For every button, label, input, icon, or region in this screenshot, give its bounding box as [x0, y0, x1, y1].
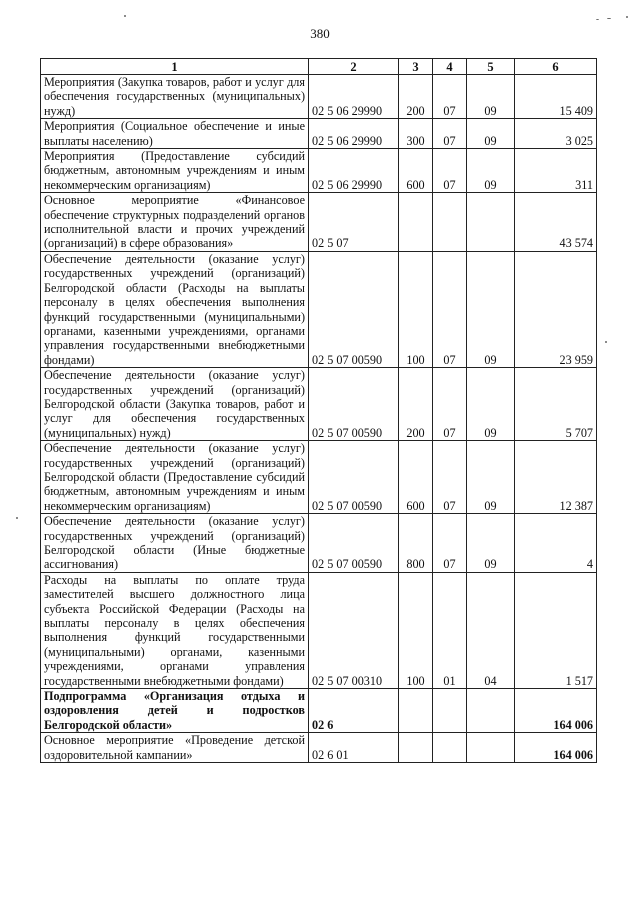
column-header: 2	[309, 59, 399, 75]
amount-cell: 164 006	[515, 689, 597, 733]
page-number: 380	[310, 26, 330, 41]
section-cell: 07	[433, 368, 467, 441]
section-cell: 07	[433, 251, 467, 367]
expense-name-cell: Обеспечение деятельности (оказание услуг) государственных учреждений (организаций) Белгородской области (Расходы на выплаты персоналу в целях обеспечения выполнения функций государственными (муниципальными) органами, казенными учреждениями, органами управления государственными внебюджетными фондами)	[41, 251, 309, 367]
amount-cell: 1 517	[515, 572, 597, 688]
expense-type-cell	[399, 733, 433, 763]
table-row	[41, 689, 597, 733]
scan-speck	[16, 517, 18, 519]
subsection-cell	[467, 689, 515, 733]
column-header: 6	[515, 59, 597, 75]
section-cell: 07	[433, 119, 467, 149]
column-header: 3	[399, 59, 433, 75]
target-article-code-cell: 02 5 07 00310	[309, 572, 399, 688]
budget-table	[40, 58, 597, 763]
target-article-code-cell: 02 5 07 00590	[309, 514, 399, 573]
table-row	[41, 514, 597, 573]
table-row	[41, 193, 597, 252]
section-cell	[433, 733, 467, 763]
table-body	[41, 75, 597, 763]
expense-name-cell: Мероприятия (Закупка товаров, работ и услуг для обеспечения государственных (муниципальных) нужд)	[41, 75, 309, 119]
expense-name-cell: Основное мероприятие «Проведение детской оздоровительной кампании»	[41, 733, 309, 763]
expense-name-cell: Мероприятия (Социальное обеспечение и иные выплаты населению)	[41, 119, 309, 149]
section-cell	[433, 193, 467, 252]
amount-cell: 23 959	[515, 251, 597, 367]
section-cell: 07	[433, 75, 467, 119]
section-cell	[433, 689, 467, 733]
section-cell: 07	[433, 514, 467, 573]
target-article-code-cell: 02 5 06 29990	[309, 119, 399, 149]
table-row	[41, 733, 597, 763]
expense-type-cell	[399, 193, 433, 252]
target-article-code-cell: 02 5 07 00590	[309, 251, 399, 367]
scan-speck	[607, 18, 611, 19]
target-article-code-cell: 02 5 07 00590	[309, 368, 399, 441]
table-row	[41, 441, 597, 514]
expense-type-cell: 600	[399, 149, 433, 193]
expense-type-cell: 100	[399, 572, 433, 688]
amount-cell: 4	[515, 514, 597, 573]
expense-name-cell: Обеспечение деятельности (оказание услуг) государственных учреждений (организаций) Белгородской области (Предоставление субсидий бюджетным, автономным учреждениям и иным некоммерческим организациям)	[41, 441, 309, 514]
expense-name-cell: Обеспечение деятельности (оказание услуг) государственных учреждений (организаций) Белгородской области (Закупка товаров, работ и услуг для обеспечения государственных (муниципальных) нужд)	[41, 368, 309, 441]
subsection-cell: 04	[467, 572, 515, 688]
header-row	[41, 59, 597, 75]
scan-speck	[626, 16, 628, 18]
subsection-cell	[467, 733, 515, 763]
subsection-cell: 09	[467, 441, 515, 514]
table-row	[41, 149, 597, 193]
expense-type-cell: 200	[399, 368, 433, 441]
target-article-code-cell: 02 6 01	[309, 733, 399, 763]
expense-type-cell	[399, 689, 433, 733]
amount-cell: 311	[515, 149, 597, 193]
amount-cell: 12 387	[515, 441, 597, 514]
column-header: 5	[467, 59, 515, 75]
expense-type-cell: 800	[399, 514, 433, 573]
subsection-cell	[467, 193, 515, 252]
subsection-cell: 09	[467, 75, 515, 119]
table-row	[41, 119, 597, 149]
table-row	[41, 572, 597, 688]
amount-cell: 5 707	[515, 368, 597, 441]
table-row	[41, 368, 597, 441]
amount-cell: 43 574	[515, 193, 597, 252]
target-article-code-cell: 02 5 06 29990	[309, 75, 399, 119]
subsection-cell: 09	[467, 119, 515, 149]
expense-type-cell: 100	[399, 251, 433, 367]
subsection-cell: 09	[467, 514, 515, 573]
expense-type-cell: 600	[399, 441, 433, 514]
table-row	[41, 251, 597, 367]
expense-name-cell: Подпрограмма «Организация отдыха и оздоровления детей и подростков Белгородской области»	[41, 689, 309, 733]
subsection-cell: 09	[467, 368, 515, 441]
target-article-code-cell: 02 6	[309, 689, 399, 733]
expense-name-cell: Мероприятия (Предоставление субсидий бюджетным, автономным учреждениям и иным некоммерческим организациям)	[41, 149, 309, 193]
section-cell: 01	[433, 572, 467, 688]
expense-name-cell: Основное мероприятие «Финансовое обеспечение структурных подразделений органов исполнительной власти и прочих учреждений (организаций) в сфере образования»	[41, 193, 309, 252]
table-header	[41, 59, 597, 75]
target-article-code-cell: 02 5 07	[309, 193, 399, 252]
expense-type-cell: 200	[399, 75, 433, 119]
expense-name-cell: Расходы на выплаты по оплате труда заместителей высшего должностного лица субъекта Российской Федерации (Расходы на выплаты персоналу в целях обеспечения выполнения функций государственными (муниципальными) органами, казенными учреждениями, органами управления государственными внебюджетными фондами)	[41, 572, 309, 688]
amount-cell: 164 006	[515, 733, 597, 763]
target-article-code-cell: 02 5 07 00590	[309, 441, 399, 514]
scan-speck	[124, 15, 126, 17]
amount-cell: 15 409	[515, 75, 597, 119]
expense-name-cell: Обеспечение деятельности (оказание услуг) государственных учреждений (организаций) Белгородской области (Иные бюджетные ассигнования)	[41, 514, 309, 573]
amount-cell: 3 025	[515, 119, 597, 149]
column-header: 4	[433, 59, 467, 75]
subsection-cell: 09	[467, 251, 515, 367]
scan-speck	[596, 19, 599, 20]
scan-speck	[605, 341, 607, 343]
section-cell: 07	[433, 149, 467, 193]
subsection-cell: 09	[467, 149, 515, 193]
expense-type-cell: 300	[399, 119, 433, 149]
column-header: 1	[41, 59, 309, 75]
target-article-code-cell: 02 5 06 29990	[309, 149, 399, 193]
section-cell: 07	[433, 441, 467, 514]
table-row	[41, 75, 597, 119]
